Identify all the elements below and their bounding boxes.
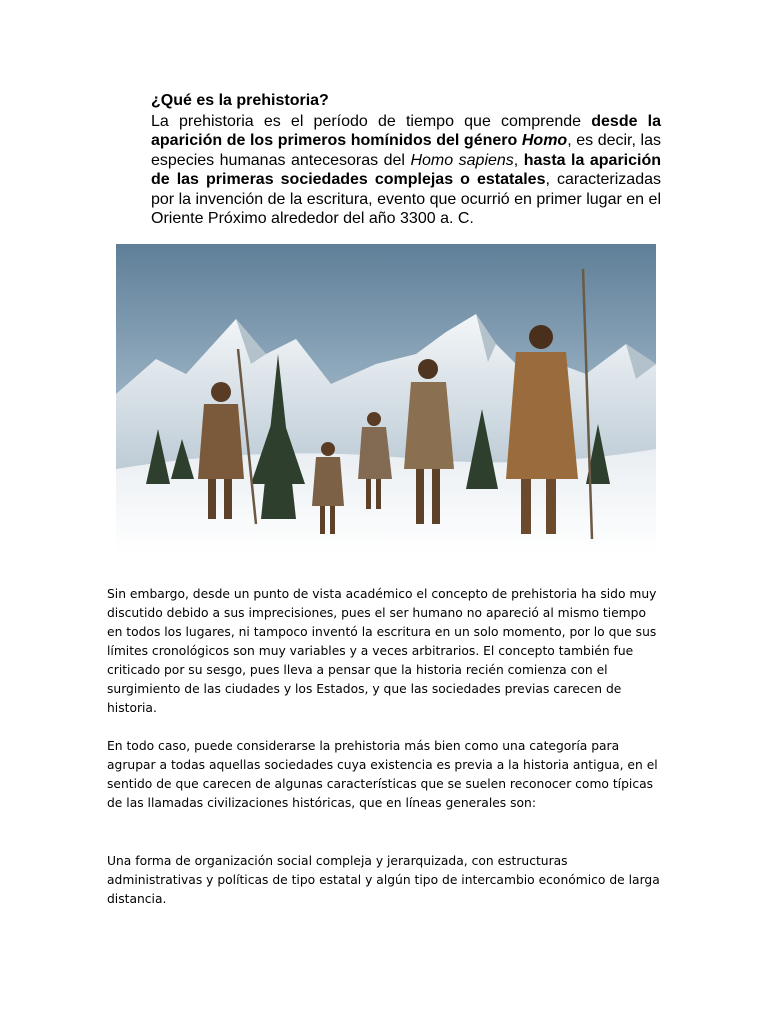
intro-text-3: , bbox=[513, 151, 524, 169]
prehistoric-humans-image bbox=[116, 244, 656, 554]
section-heading: ¿Qué es la prehistoria? bbox=[151, 92, 329, 109]
paragraph-4: Una forma de organización social compleja y jerarquizada, con estructuras administrativas y políticas de tipo estatal y algún tipo de intercambio económico de larga distancia. bbox=[107, 854, 660, 906]
paragraph-2: Sin embargo, desde un punto de vista académico el concepto de prehistoria ha sido muy discutido debido a sus imprecisiones, pues el ser humano no apareció al mismo tiempo en todos los lugares, ni tampoco inventó la escritura en un solo momento, por lo que sus límites cronológicos son muy variables y a veces arbitrarios. El concepto también fue criticado por su sesgo, pues lleva a pensar que la historia recién comienza con el surgimiento de las ciudades y los Estados, y que las sociedades previas carecen de historia. bbox=[107, 587, 657, 715]
intro-bold-2: hasta la aparición de las primeras sociedades complejas o estatales bbox=[151, 151, 662, 188]
paragraph-3: En todo caso, puede considerarse la prehistoria más bien como una categoría para agrupar a todas aquellas sociedades cuya existencia es previa a la historia antigua, en el sentido de que carecen de algunas características que se suelen reconocer como típicas de las llamadas civilizaciones históricas, que en líneas generales son: bbox=[107, 739, 658, 810]
intro-section bbox=[151, 91, 661, 229]
intro-text-1: La prehistoria es el período de tiempo que comprende bbox=[151, 112, 592, 130]
intro-bold-1: desde la aparición de los primeros homínidos del género bbox=[151, 112, 662, 149]
intro-text-4: , caracterizadas por la invención de la escritura, evento que ocurrió en primer lugar en el Oriente Próximo alrededor del año 3300 a. C. bbox=[151, 171, 662, 227]
intro-italic-1: Homo bbox=[521, 132, 568, 149]
intro-text-2: , es decir, las especies humanas antecesoras del bbox=[151, 132, 661, 169]
intro-italic-2: Homo sapiens bbox=[410, 151, 514, 169]
intro-paragraph bbox=[151, 112, 661, 229]
